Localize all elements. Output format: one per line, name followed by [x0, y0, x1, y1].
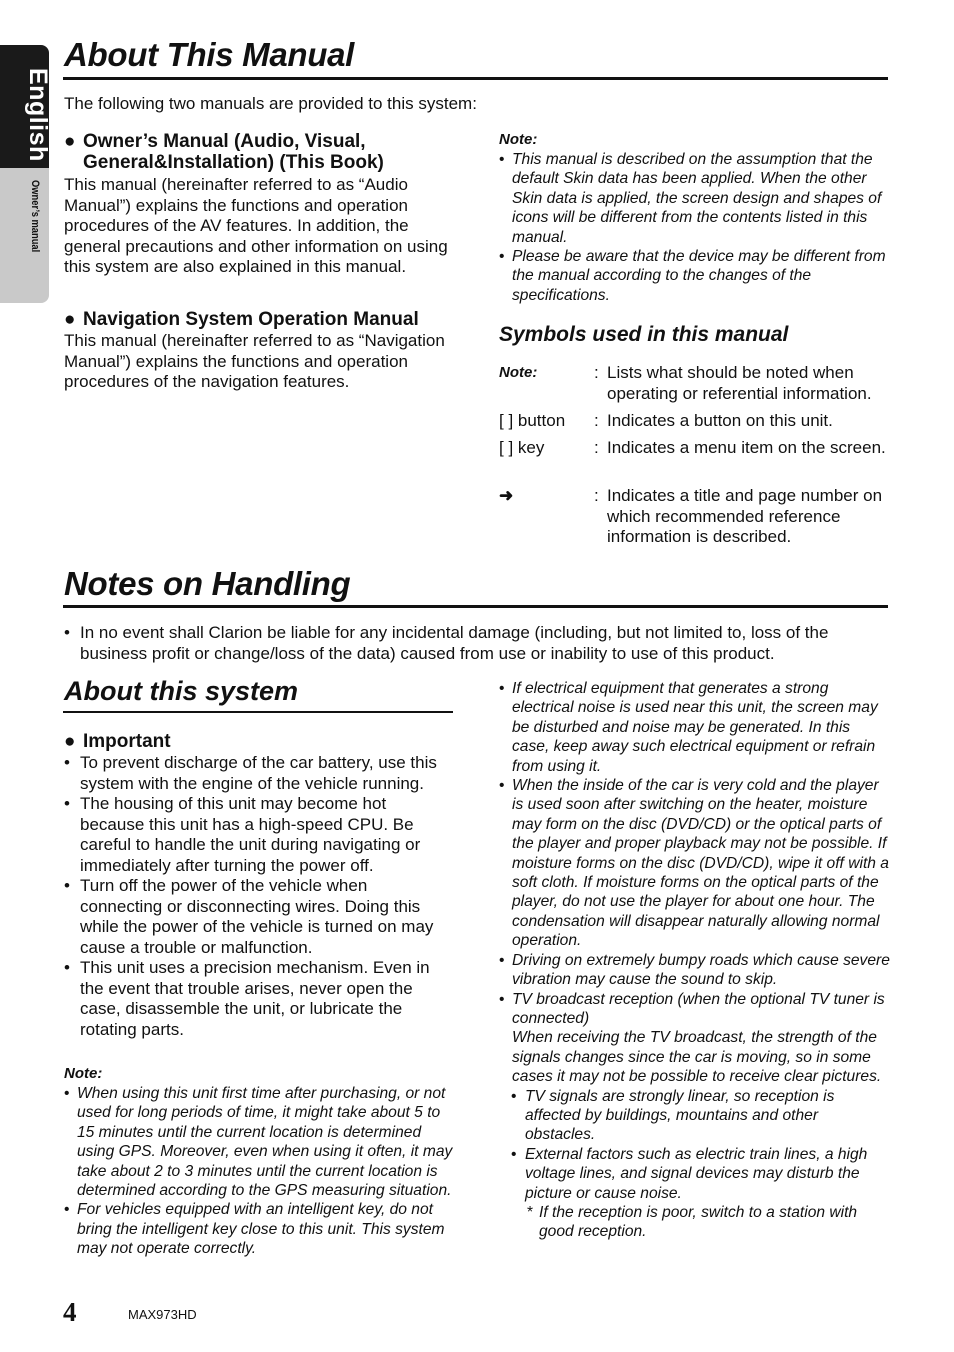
list-item: When receiving the TV broadcast, the strength of the signals changes since the car is moving, so in some cases it may not be possible to receive clear pictures. — [512, 1029, 882, 1086]
symbol-key: [ ] button — [499, 411, 566, 430]
about-manual-intro: The following two manuals are provided to this system: — [64, 94, 477, 113]
list-item: • For vehicles equipped with an intelligent key, do not bring the intelligent key close to this unit. This system may not operate correctly. — [64, 1200, 456, 1258]
about-manual-title: About This Manual — [64, 36, 355, 73]
system-notes — [64, 1084, 456, 1259]
list-item: • TV signals are strongly linear, so reception is affected by buildings, mountains and other obstacles. — [499, 1087, 891, 1145]
handling-list — [64, 623, 889, 664]
arrow-icon: ➜ — [499, 486, 514, 505]
symbol-key: Note: — [499, 364, 538, 381]
title-rule — [63, 77, 888, 80]
side-tab-section-label: Owner’s manual — [29, 180, 41, 253]
page-number: 4 — [63, 1297, 77, 1327]
side-tab-section — [0, 168, 49, 303]
section-rule — [63, 711, 453, 713]
list-item: • This unit uses a precision mechanism. Even in the event that trouble arises, never open the case, disassemble the unit, or lubricate the rotating parts. — [64, 958, 454, 1040]
list-item: • This manual is described on the assumption that the default Skin data has been applied. When the other Skin data is applied, the screen design and shapes of icons will be different from the contents listed in this manual. — [499, 150, 891, 247]
owners-manual-body: This manual (hereinafter referred to as “Audio Manual”) explains the functions and operation procedures of the AV features. In addition, the general precautions and other information on using this system are also explained in this manual. — [64, 175, 448, 276]
list-item: • The housing of this unit may become hot because this unit has a high-speed CPU. Be careful to handle the unit during navigating or immediately after turning the power off. — [64, 794, 454, 876]
list-item: • To prevent discharge of the car battery, use this system with the engine of the vehicle running. — [64, 753, 454, 794]
symbols-title: Symbols used in this manual — [499, 323, 789, 346]
list-item: * If the reception is poor, switch to a station with good reception. — [499, 1203, 891, 1242]
model-code: MAX973HD — [128, 1307, 197, 1322]
list-item: • Driving on extremely bumpy roads which cause severe vibration may cause the sound to skip. — [499, 951, 891, 990]
list-item: • Turn off the power of the vehicle when connecting or disconnecting wires. Doing this while the power of the vehicle is turned on may cause a trouble or malfunction. — [64, 876, 454, 958]
owners-manual-heading: ● Owner’s Manual (Audio, Visual, General&Installation) (This Book) — [64, 131, 384, 173]
important-heading: ● Important — [64, 731, 171, 752]
nav-manual-heading: ● Navigation System Operation Manual — [64, 309, 419, 330]
note-label: Note: — [499, 131, 538, 148]
side-tab-language-label: English — [24, 68, 52, 162]
notes-handling-title: Notes on Handling — [64, 565, 351, 602]
about-system-title: About this system — [64, 676, 299, 706]
important-list — [64, 753, 454, 1040]
bullet-circle-icon: ● — [64, 131, 76, 152]
list-item: • When the inside of the car is very cold and the player is used soon after switching on the heater, moisture may form on the disc (DVD/CD) or the optical parts of the player and proper playback may not be possible. If moisture forms on the disc (DVD/CD), wipe it off with a soft cloth. If moisture forms on the optical parts of the player, do not use the player for about one hour. The condensation will disappear naturally allowing normal operation. — [499, 776, 891, 951]
nav-manual-body: This manual (hereinafter referred to as “Navigation Manual”) explains the functions and operation procedures of the navigation features. — [64, 331, 445, 391]
list-item: • Please be aware that the device may be different from the manual according to the changes of the specifications. — [499, 247, 891, 305]
symbol-desc: Indicates a menu item on the screen. — [607, 438, 886, 457]
list-item: • In no event shall Clarion be liable for any incidental damage (including, but not limited to, loss of the business profit or change/loss of the data) caused from use or inability to use of this product. — [64, 623, 889, 664]
title-rule — [63, 605, 888, 608]
symbol-desc: Lists what should be noted when operating or referential information. — [607, 363, 872, 403]
list-item: • When using this unit first time after purchasing, or not used for long periods of time, it might take about 5 to 15 minutes until the current location is determined using GPS. Moreover, even when using it often, it may take about 2 to 3 minutes until the current location is determined according to the GPS measuring situation. — [64, 1084, 456, 1200]
symbol-desc: Indicates a button on this unit. — [607, 411, 833, 430]
bullet-circle-icon: ● — [64, 731, 76, 752]
list-item: • External factors such as electric train lines, a high voltage lines, and signal devices may disturb the picture or cause noise. — [499, 1145, 891, 1203]
symbol-key: [ ] key — [499, 438, 545, 457]
symbol-desc: Indicates a title and page number on which recommended reference information is described. — [607, 486, 883, 546]
manual-notes — [499, 150, 891, 305]
note-label: Note: — [64, 1065, 103, 1082]
list-item: • TV broadcast reception (when the optional TV tuner is connected) — [499, 990, 891, 1029]
bullet-circle-icon: ● — [64, 309, 76, 330]
list-item: • If electrical equipment that generates a strong electrical noise is used near this unit, the screen may be disturbed and noise may be generated. In this case, keep away such electrical equipment or refrain from using it. — [499, 679, 891, 776]
system-right-notes — [499, 679, 891, 1242]
